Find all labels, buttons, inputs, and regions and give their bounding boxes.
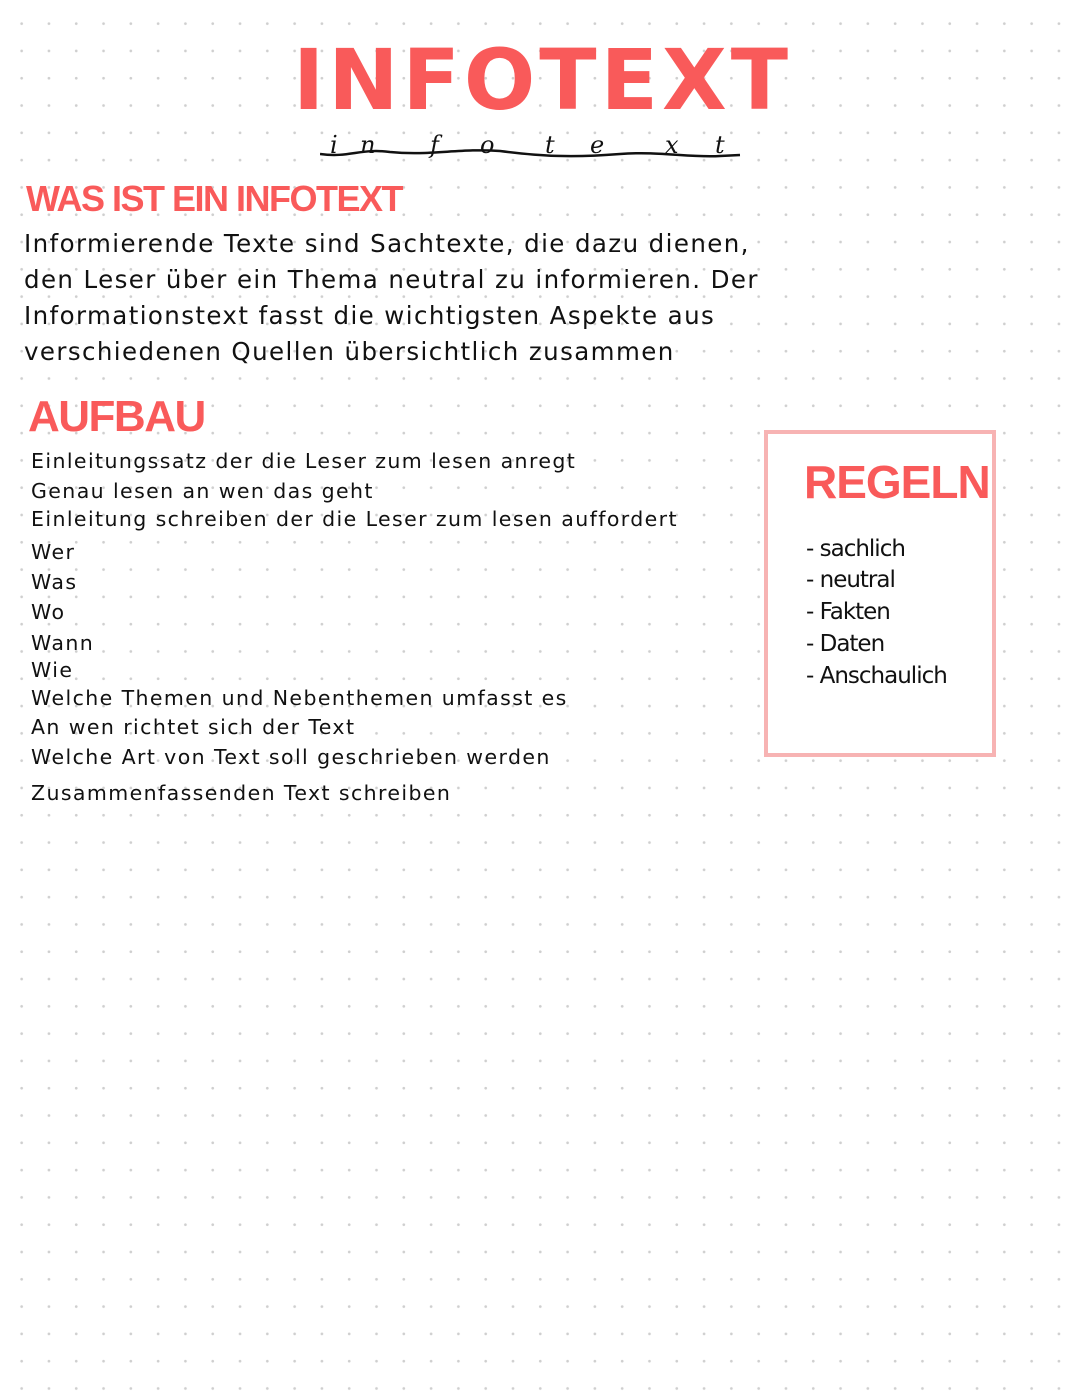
script-letter: t — [545, 131, 555, 159]
aufbau-item: Genau lesen an wen das geht — [31, 479, 374, 503]
aufbau-item: An wen richtet sich der Text — [31, 715, 356, 739]
aufbau-item: Welche Themen und Nebenthemen umfasst es — [31, 686, 568, 710]
script-letter: o — [480, 131, 495, 159]
script-letter: x — [665, 131, 679, 159]
aufbau-item: Einleitungssatz der die Leser zum lesen anregt — [31, 449, 577, 473]
aufbau-item: Wann — [31, 631, 95, 655]
aufbau-item: Was — [31, 570, 78, 594]
rule-item: - Fakten — [806, 599, 890, 625]
paragraph-line: Informationstext fasst die wichtigsten Aspekte aus — [24, 301, 716, 330]
script-line — [320, 126, 760, 170]
aufbau-item: Einleitung schreiben der die Leser zum lesen auffordert — [31, 507, 678, 531]
paragraph-line: den Leser über ein Thema neutral zu informieren. Der — [24, 265, 759, 294]
paragraph-line: verschiedenen Quellen übersichtlich zusammen — [24, 337, 675, 366]
script-letter: f — [430, 131, 439, 159]
rule-item: - sachlich — [806, 536, 905, 562]
paragraph-line: Informierende Texte sind Sachtexte, die dazu dienen, — [24, 229, 750, 258]
aufbau-item: Welche Art von Text soll geschrieben werden — [31, 745, 551, 769]
section-heading-aufbau: AUFBAU — [28, 392, 205, 441]
title-script-overlay — [320, 126, 760, 170]
script-letter: e — [590, 131, 605, 159]
rules-heading: REGELN — [804, 456, 990, 508]
script-letter: i — [330, 131, 338, 159]
rule-item: - Daten — [806, 631, 885, 657]
aufbau-item: Wer — [31, 540, 76, 564]
definition-paragraph — [24, 226, 784, 370]
aufbau-item: Zusammenfassenden Text schreiben — [31, 781, 452, 805]
rule-item: - Anschaulich — [806, 663, 947, 689]
script-letter: n — [360, 131, 376, 159]
script-letter: t — [715, 131, 725, 159]
aufbau-item: Wo — [31, 600, 66, 624]
section-heading-was-ist: WAS IST EIN INFOTEXT — [26, 178, 403, 219]
page-title: INFOTEXT — [292, 31, 793, 129]
rule-item: - neutral — [806, 567, 895, 593]
aufbau-item: Wie — [31, 658, 74, 682]
